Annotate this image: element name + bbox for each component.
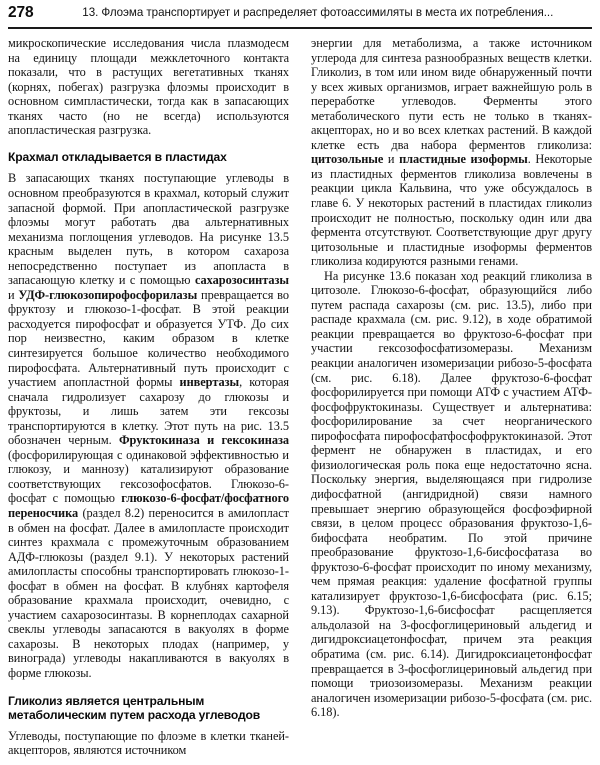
two-column-body	[8, 36, 592, 762]
text-run: и	[383, 152, 400, 167]
right-column	[311, 36, 592, 762]
text-run: На рисунке 13.6 показан ход реакций гликолиза в цитозоле. Глюкозо-6-фосфат, образующийся либо путем распада сахарозы (см. рис. 13.5), либо при распаде крахмала (см. рис. 9.12), в ходе обратимой реакции превращается во фруктозо-6-фосфат при участии гексозофосфатизомеразы. Механизм реакции аналогичен изомеризации рибозо-5-фосфата (см. рис. 6.18). Далее фруктозо-6-фосфат фосфорилируется при помощи АТФ с участием АТФ-фосфофруктокиназы. Существует и альтернатива: фосфорилирование за счет неорганического пирофосфата пирофосфатфосфофруктокиназой. Этот фермент не обнаружен в пластидах, и его физиологическая роль пока еще недостаточно ясна. Поскольку энергия, выделяющаяся при гидролизе дифосфатной (ангидридной) связи намного превышает энергию образующейся фосфоэфирной связи, в целом процесс образования фруктозо-1,6-бифосфата необратим. По этой причине преобразование фруктозо-1,6-бисфосфатаза во фруктозо-6-фосфат происходит по иному механизму, чем прямая реакция: удаление фосфатной группы катализирует фруктозо-1,6-бисфосфата (рис. 6.15; 9.13). Фруктозо-1,6-бисфосфат расщепляется альдолазой на 3-фосфоглицериновый альдегид и дигидроксиацетонфосфат, причем эта реакция обратима (см. рис. 6.14). Дигидроксиацетонфосфат превращается в 3-фосфоглицериновый альдегид при помощи триозоизомеразы. Механизм реакции аналогичен изомеризации рибозо-5-фосфата (см. рис. 6.18).	[311, 268, 592, 720]
text-run: (фосфорилирующая с одинаковой эффективностью и глюкозу, и маннозу) катализируют образование соответствующих гексозофосфатов. Глюкозо-6-фосфат с помощью	[8, 447, 289, 506]
text-run: микроскопические исследования числа плазмодесм на единицу площади межклеточного контакта показали, что в растущих вегетативных тканях (корнях, побегах) разгрузка флоэмы происходит в основном симпластически, тогда как в запасающих тканях часто (но не всегда) используются апопластическая разгрузка.	[8, 36, 289, 138]
paragraph-glycolysis-reactions	[311, 269, 592, 720]
text-run: Углеводы, поступающие по флоэме в клетки тканей-акцепторов, являются источником	[8, 728, 289, 758]
text-run: энергии для метаболизма, а также источником углерода для синтеза разнообразных веществ клетки. Гликолиз, в том или ином виде обнаруженный почти у всех живых организмов, играет важнейшую роль в переработке углеводов. Ферменты этого метаболического пути есть не только в тканях-акцепторах, но и во всех клетках растений. В каждой клетке есть два набора ферментов гликолиза:	[311, 36, 592, 152]
text-run: (раздел 8.2) переносится в амилопласт в обмен на фосфат. Далее в амилопласте происходит синтез крахмала с промежуточным образованием АДФ-глюкозы (раздел 9.1). У некоторых растений амилопласты способны транспортировать глюкозо-1-фосфат в обмен на фосфат. В клубнях картофеля образование крахмала происходит, очевидно, с участием сахарозосинтазы. В корнеплодах сахарной свеклы углеводы запасаются в вакуолях в форме сахарозы. В некоторых плодах (например, у винограда) углеводы накапливаются в вакуолях в форме глюкозы.	[8, 506, 289, 681]
left-column	[8, 36, 289, 762]
term-cytosolic: цитозольные	[311, 152, 384, 167]
term-invertase: инвертазы	[179, 375, 240, 390]
term-plastid-isoforms: пластидные изоформы	[399, 152, 528, 167]
term-udp-glucose-pyrophosphorylase: УДФ-глюкозопирофосфорилазы	[18, 287, 198, 302]
paragraph-starch-body	[8, 171, 289, 680]
running-title: 13. Флоэма транспортирует и распределяет фотоассимиляты в места их потребления...	[82, 6, 554, 19]
section-heading-starch: Крахмал откладывается в пластидах	[8, 149, 227, 164]
paragraph-glycolysis-continuation	[311, 36, 592, 269]
text-run: , которая сначала гидролизует сахарозу до глюкозы и фруктозы, и лишь затем эти гексозы транспортируются в клетку. Этот путь на рис. 13.5 обозначен черным.	[8, 375, 289, 448]
term-sucrose-synthase: сахарозосинтазы	[194, 273, 289, 288]
paragraph-continuation	[8, 36, 289, 138]
text-run: превращается во фруктозу и глюкозо-1-фосфат. В этой реакции расходуется пирофосфат и образуется УТФ. До сих пор неизвестно, каким образом в клетке синтезируется большое количество необходимого пирофосфата. Альтернативный путь происходит с участием апопластной формы	[8, 287, 289, 390]
text-run: . Некоторые из пластидных ферментов гликолиза вовлечены в реакции цикла Кальвина, что уже обсуждалось в главе 6. У некоторых растений в пластидах гликолиз происходит не полностью, поскольку один или два фермента отсутствуют. Соответствующие друг другу цитозольные и пластидные изоформы ферментов гликолиза кодируются разными генами.	[311, 152, 592, 269]
heading-line-1: Гликолиз является центральным	[8, 693, 205, 708]
section-heading-glycolysis	[8, 694, 289, 723]
term-fructokinase-hexokinase: Фруктокиназа и гексокиназа	[119, 433, 289, 448]
heading-line-2: метаболическим путем расхода углеводов	[8, 708, 261, 723]
text-run: и	[8, 287, 19, 302]
term-glucose-6-phosphate-translocator: глюкозо-6-фосфат/фосфатного переносчика	[8, 491, 289, 520]
paragraph-glycolysis-intro	[8, 729, 289, 758]
text-run: В запасающих тканях поступающие углеводы в основном преобразуются в крахмал, который служит запасной формой. При апопластической разгрузке флоэмы могут работать два альтернативных механизма поглощения углеводов. На рисунке 13.5 красным выделен путь, в котором сахароза непосредственно поступает из апопласта в запасающую клетку и с помощью	[8, 171, 289, 288]
header-divider-rule	[8, 27, 592, 29]
page-number: 278	[8, 4, 34, 21]
